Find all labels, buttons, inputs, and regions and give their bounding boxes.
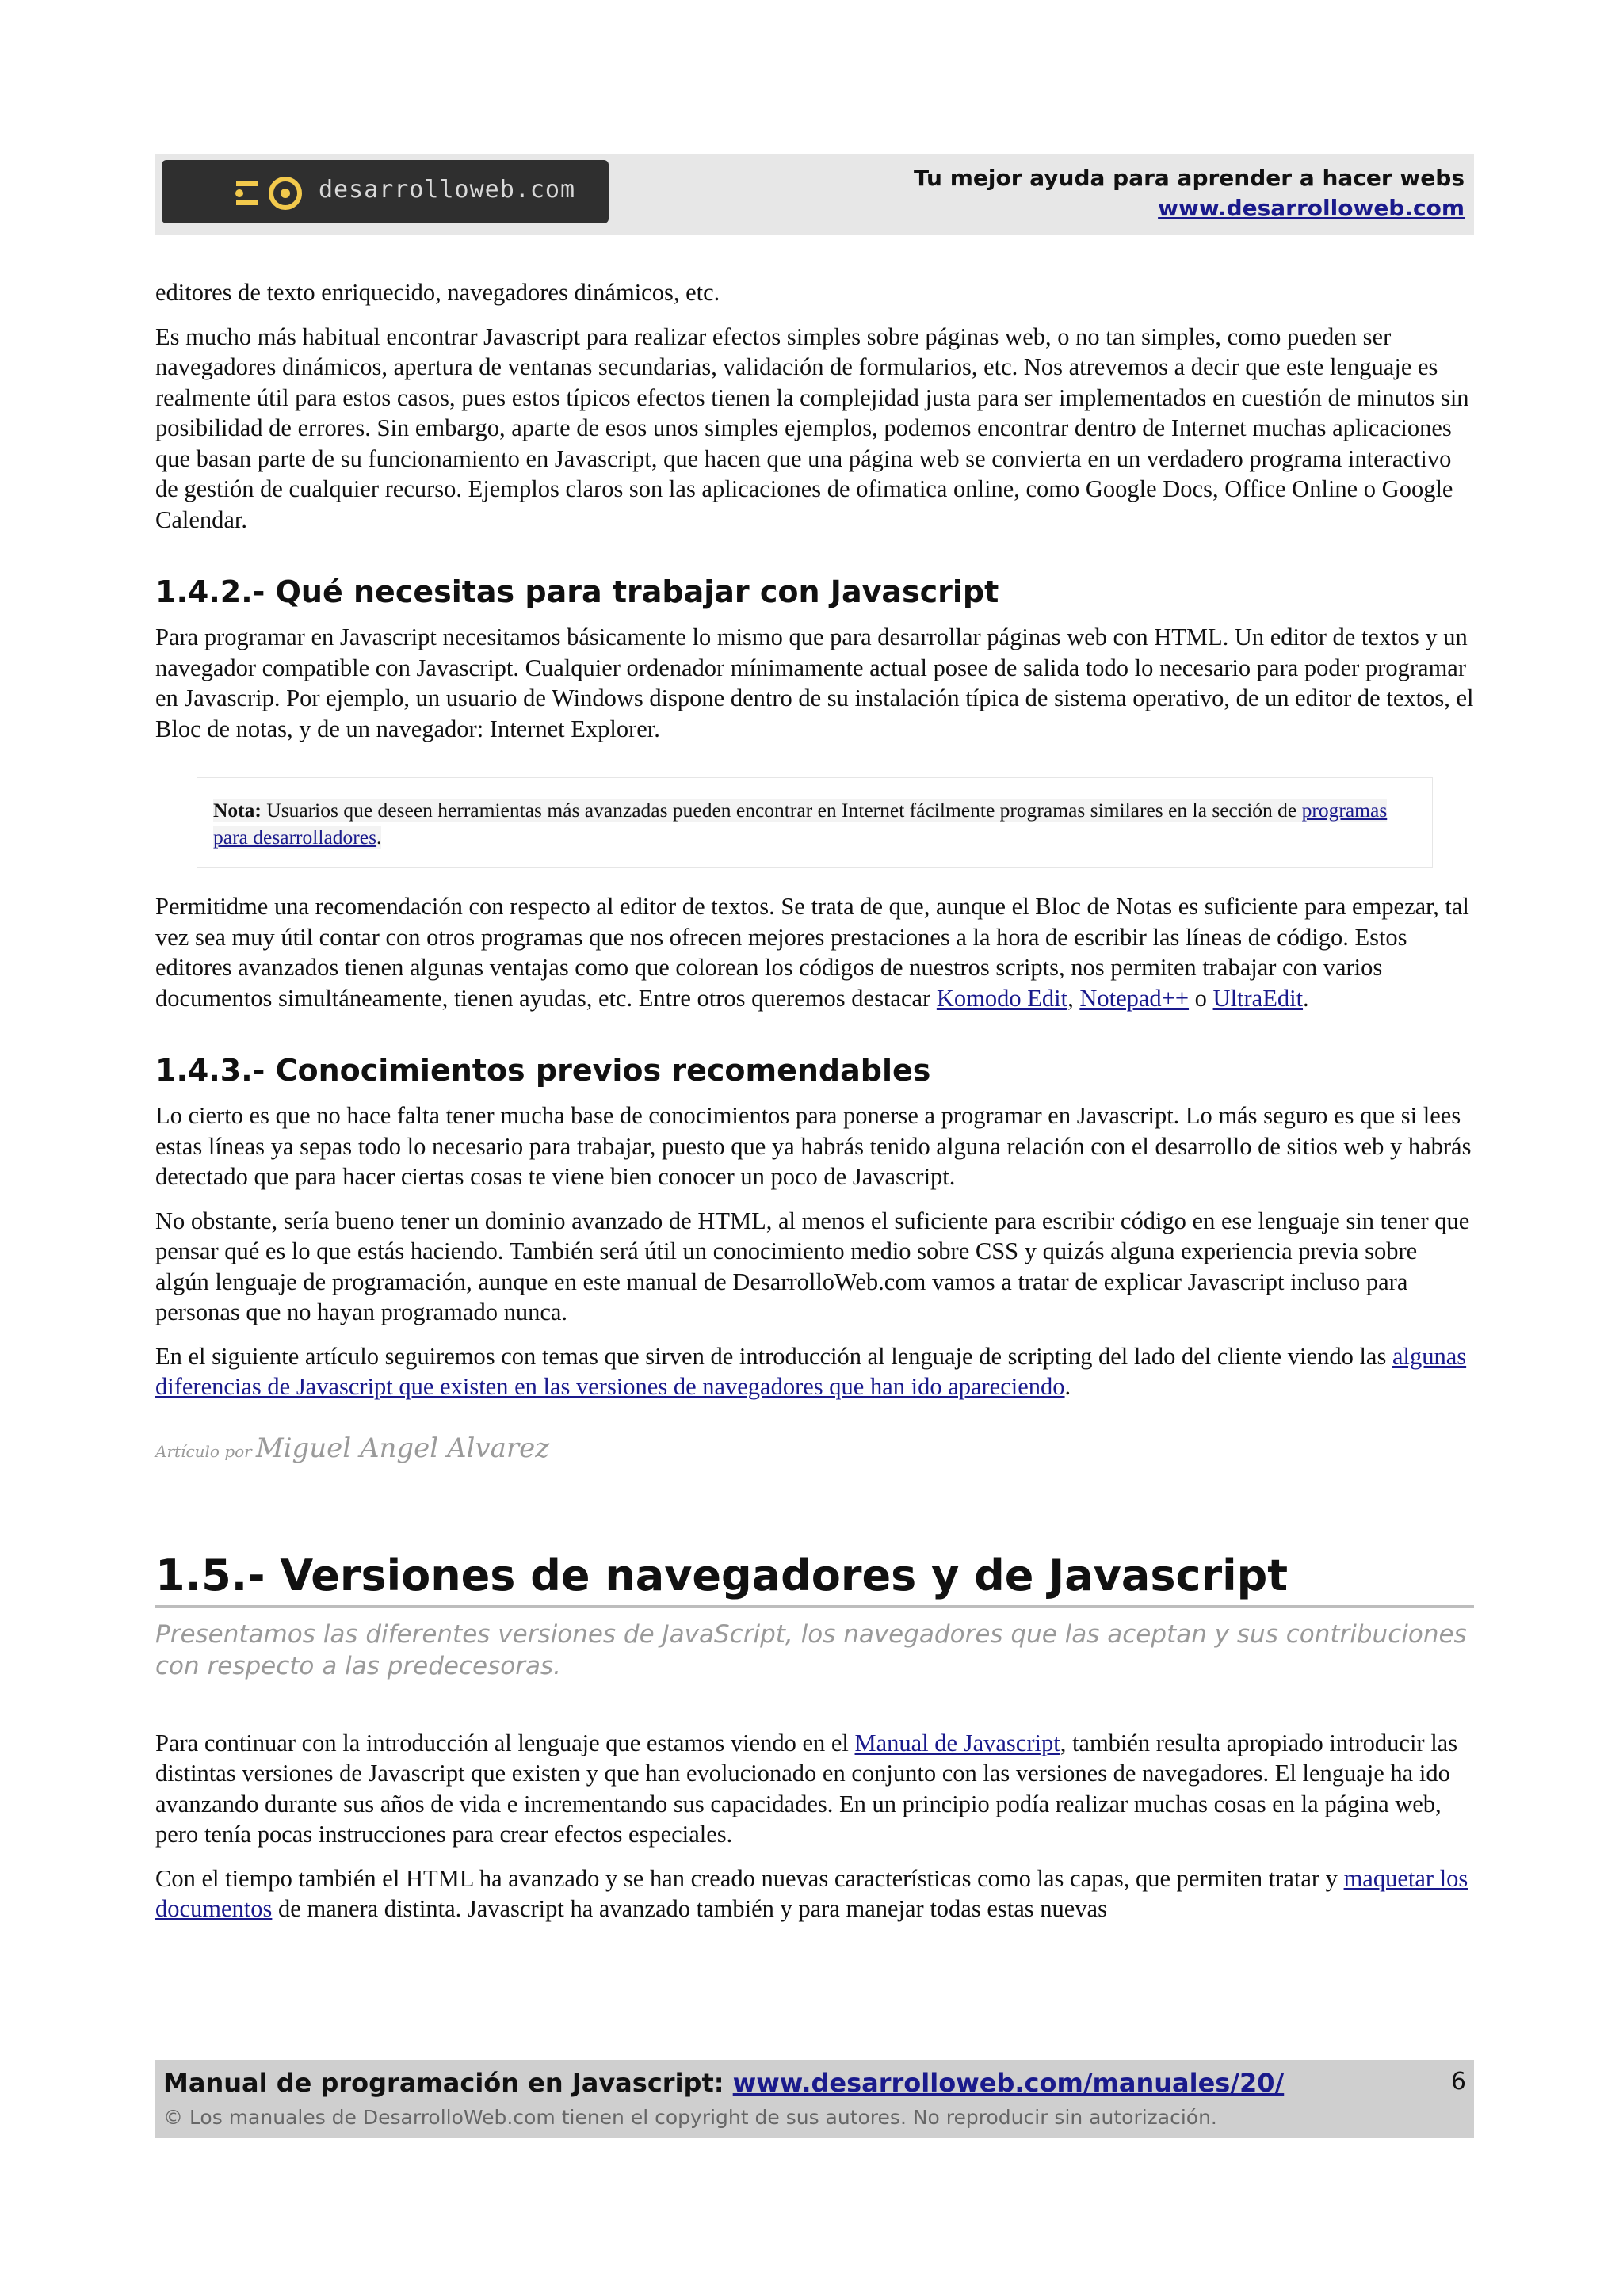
paragraph	[155, 1863, 1474, 1924]
logo-mark-icon	[233, 176, 312, 211]
paragraph: Es mucho más habitual encontrar Javascript para realizar efectos simples sobre páginas web, o no tan simples, como pueden ser navegadores dinámicos, apertura de ventanas secundarias, validación de formularios, etc. Nos atrevemos a decir que este lenguaje es realmente útil para estos casos, pues estos típicos efectos tienen la complejidad justa para ser implementados en cuestión de minutos sin posibilidad de errores. Sin embargo, aparte de esos unos simples ejemplos, podemos encontrar dentro de Internet muchas aplicaciones que basan parte de su funcionamiento en Javascript, que hacen que una página web se convierta en un verdadero programa interactivo de gestión de cualquier recurso. Ejemplos claros son las aplicaciones de ofimatica online, como Google Docs, Office Online o Google Calendar.	[155, 322, 1469, 533]
author-name: Miguel Angel Alvarez	[255, 1432, 550, 1464]
komodo-edit-link[interactable]: Komodo Edit	[936, 984, 1068, 1012]
javascript-manual-link[interactable]: Manual de Javascript	[854, 1729, 1060, 1756]
paragraph	[155, 891, 1474, 1013]
dev-programs-link[interactable]: programas para desarrolladores	[213, 799, 1388, 849]
logo-text: desarrolloweb.com	[319, 176, 576, 204]
author-credit	[155, 1432, 1474, 1464]
paragraph: Lo cierto es que no hace falta tener mucha base de conocimientos para ponerse a programar en Javascript. Lo más seguro es que si lees estas líneas ya sepas todo lo necesario para trabajar, puesto que ya habrás tenido alguna relación con el desarrollo de sitios web y habrás detectado que para hacer ciertas cosas te viene bien conocer un poco de Javascript.	[155, 1102, 1472, 1190]
intro-text: Para continuar con la introducción al lenguaje que estamos viendo en el	[155, 1729, 855, 1756]
paragraph	[155, 1728, 1474, 1850]
section-heading-1-4-2: 1.4.2.- Qué necesitas para trabajar con Javascript	[155, 574, 999, 609]
page-header	[155, 154, 1474, 235]
note-label: Nota:	[213, 799, 262, 822]
separator: o	[1189, 984, 1213, 1012]
note-end: .	[376, 826, 382, 849]
page-footer	[155, 2060, 1474, 2138]
footer-manual	[163, 2068, 1284, 2098]
section-heading-1-4-3: 1.4.3.- Conocimientos previos recomendables	[155, 1053, 931, 1088]
next-article-text: En el siguiente artículo seguiremos con temas que sirven de introducción al lenguaje de scripting del lado del cliente viendo las	[155, 1342, 1392, 1370]
site-logo[interactable]	[162, 160, 609, 223]
page-number: 6	[1450, 2068, 1466, 2096]
header-tagline	[914, 163, 1465, 223]
site-url-link[interactable]: www.desarrolloweb.com	[1158, 195, 1465, 221]
article-content	[155, 277, 1474, 1938]
editor-text: Permitidme una recomendación con respecto al editor de textos. Se trata de que, aunque el Bloc de Notas es suficiente para empezar, tal vez sea muy útil contar con otros programas que nos ofrecen mejores prestaciones a la hora de escribir las líneas de código. Estos editores avanzados tienen algunas ventajas como que colorean los códigos de nuestros scripts, nos permiten trabajar con varios documentos simultáneamente, tienen ayudas, etc. Entre otros queremos destacar	[155, 893, 1469, 1012]
note-content	[213, 799, 1387, 849]
intro-text-end: , también resulta apropiado introducir las distintas versiones de Javascript que existen y que han evolucionado en conjunto con las versiones de navegadores. El lenguaje ha ido avanzando durante sus años de vida e incrementando sus capacidades. En un principio podía realizar muchas cosas en la página web, pero tenía pocas instrucciones para crear efectos especiales.	[155, 1729, 1458, 1848]
layout-documents-link[interactable]: maquetar los documentos	[155, 1864, 1468, 1922]
tagline-text: Tu mejor ayuda para aprender a hacer webs	[914, 165, 1465, 191]
chapter-subtitle: Presentamos las diferentes versiones de JavaScript, los navegadores que las aceptan y sus contribuciones con respecto a las predecesoras.	[155, 1619, 1467, 1680]
notepad-plus-link[interactable]: Notepad++	[1079, 984, 1190, 1012]
author-by: Artículo por	[155, 1441, 252, 1461]
ultraedit-link[interactable]: UltraEdit	[1212, 984, 1304, 1012]
browser-differences-link[interactable]: algunas diferencias de Javascript que existen en las versiones de navegadores que han ido apareciendo	[155, 1342, 1467, 1400]
html-text: Con el tiempo también el HTML ha avanzado y se han creado nuevas características como las capas, que permiten tratar y	[155, 1864, 1344, 1892]
manual-url-link[interactable]: www.desarrolloweb.com/manuales/20/	[732, 2068, 1285, 2098]
footer-copyright: © Los manuales de DesarrolloWeb.com tienen el copyright de sus autores. No reproducir sin autorización.	[163, 2106, 1217, 2129]
note-text: Usuarios que deseen herramientas más avanzadas pueden encontrar en Internet fácilmente programas similares en la sección de	[261, 799, 1302, 822]
chapter-title-1-5: 1.5.- Versiones de navegadores y de Javascript	[155, 1550, 1474, 1608]
html-text-end: de manera distinta. Javascript ha avanzado también y para manejar todas estas nuevas	[272, 1895, 1107, 1922]
sentence-end: .	[1064, 1373, 1071, 1400]
footer-manual-label: Manual de programación en Javascript:	[163, 2068, 733, 2098]
paragraph	[155, 1341, 1474, 1402]
note-box	[197, 777, 1433, 868]
sentence-end: .	[1303, 984, 1309, 1012]
separator: ,	[1067, 984, 1080, 1012]
paragraph: Para programar en Javascript necesitamos básicamente lo mismo que para desarrollar páginas web con HTML. Un editor de textos y un navegador compatible con Javascript. Cualquier ordenador mínimamente actual posee de salida todo lo necesario para poder programar en Javascrip. Por ejemplo, un usuario de Windows dispone dentro de su instalación típica de sistema operativo, de un editor de textos, el Bloc de notas, y de un navegador: Internet Explorer.	[155, 624, 1474, 742]
paragraph: No obstante, sería bueno tener un dominio avanzado de HTML, al menos el suficiente para escribir código en ese lenguaje sin tener que pensar qué es lo que estás haciendo. También será útil un conocimiento medio sobre CSS y quizás alguna experiencia previa sobre algún lenguaje de programación, aunque en este manual de DesarrolloWeb.com vamos a tratar de explicar Javascript incluso para personas que no hayan programado nunca.	[155, 1207, 1470, 1325]
paragraph: editores de texto enriquecido, navegadores dinámicos, etc.	[155, 279, 720, 306]
